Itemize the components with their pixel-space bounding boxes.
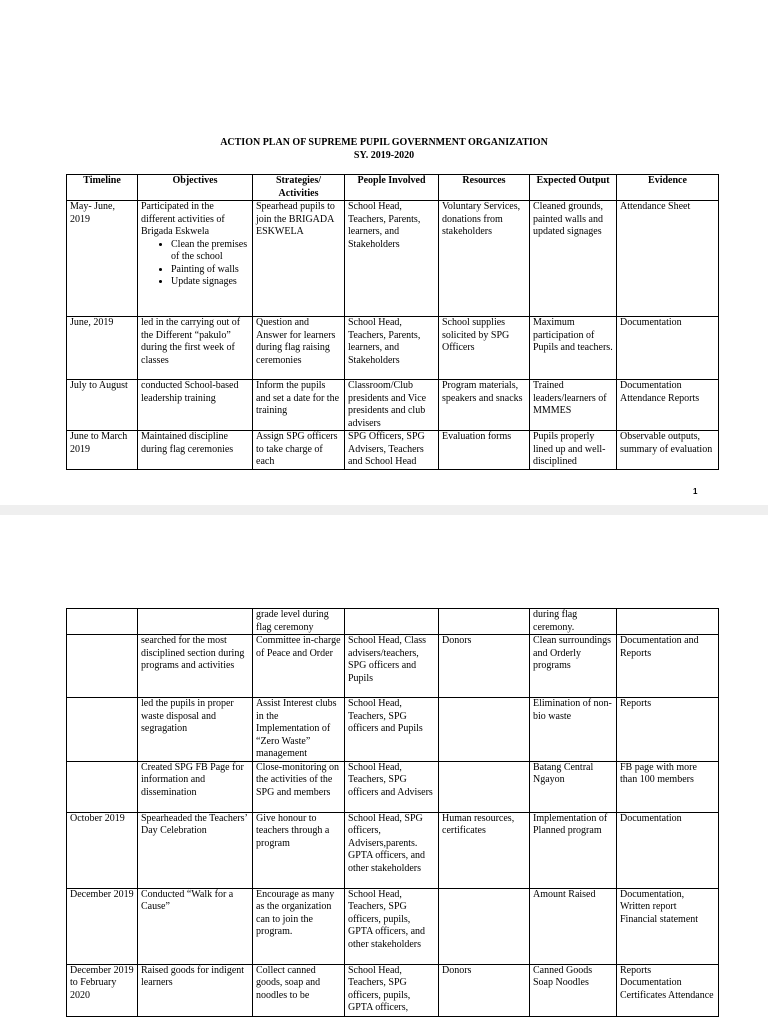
table-row — [67, 201, 719, 317]
table-row — [67, 317, 719, 380]
cell-people: School Head, Teachers, SPG officers and Pupils — [345, 698, 439, 762]
cell-objectives — [138, 609, 253, 635]
cell-timeline: June to March 2019 — [67, 431, 138, 470]
cell-timeline: May- June, 2019 — [67, 201, 138, 317]
title-block — [0, 136, 768, 162]
cell-resources: Program materials, speakers and snacks — [439, 380, 530, 431]
document-page-1 — [0, 0, 768, 505]
cell-evidence: Documentation and Reports — [617, 635, 719, 698]
cell-strategies: Encourage as many as the organization can to join the program. — [253, 888, 345, 964]
cell-strategies: Assist Interest clubs in the Implementation of “Zero Waste” management — [253, 698, 345, 762]
cell-output: Trained leaders/learners of MMMES — [530, 380, 617, 431]
table-row — [67, 761, 719, 812]
cell-people: School Head, Class advisers/teachers, SPG officers and Pupils — [345, 635, 439, 698]
cell-timeline: June, 2019 — [67, 317, 138, 380]
table-row — [67, 964, 719, 1016]
cell-output: Maximum participation of Pupils and teachers. — [530, 317, 617, 380]
cell-evidence: Documentation Attendance Reports — [617, 380, 719, 431]
cell-objectives: led in the carrying out of the Different “pakulo” during the first week of classes — [138, 317, 253, 380]
table-row — [67, 698, 719, 762]
document-title: ACTION PLAN OF SUPREME PUPIL GOVERNMENT ORGANIZATION — [220, 137, 548, 148]
cell-strategies: Question and Answer for learners during flag raising ceremonies — [253, 317, 345, 380]
cell-resources — [439, 761, 530, 812]
objective-text: Participated in the different activities of Brigada Eskwela — [141, 201, 225, 237]
cell-strategies: Assign SPG officers to take charge of each — [253, 431, 345, 470]
cell-evidence: Documentation — [617, 812, 719, 888]
header-people: People Involved — [345, 175, 439, 201]
cell-people: School Head, Teachers, Parents, learners, and Stakeholders — [345, 317, 439, 380]
cell-objectives: led the pupils in proper waste disposal and segragation — [138, 698, 253, 762]
cell-evidence: Documentation, Written report Financial statement — [617, 888, 719, 964]
cell-timeline — [67, 609, 138, 635]
table-row — [67, 380, 719, 431]
cell-output: Clean surroundings and Orderly programs — [530, 635, 617, 698]
table-row — [67, 635, 719, 698]
cell-timeline: October 2019 — [67, 812, 138, 888]
header-evidence: Evidence — [617, 175, 719, 201]
cell-strategies: Give honour to teachers through a program — [253, 812, 345, 888]
cell-output: Canned Goods Soap Noodles — [530, 964, 617, 1016]
cell-objectives: Raised goods for indigent learners — [138, 964, 253, 1016]
cell-evidence: Attendance Sheet — [617, 201, 719, 317]
header-strategies: Strategies/ Activities — [253, 175, 345, 201]
cell-evidence: Reports — [617, 698, 719, 762]
action-plan-table-page-2 — [66, 608, 719, 1017]
objective-bullet-list — [141, 239, 249, 289]
document-page-2 — [0, 515, 768, 1024]
cell-evidence — [617, 609, 719, 635]
cell-resources: Human resources, certificates — [439, 812, 530, 888]
cell-resources: Voluntary Services, donations from stakeholders — [439, 201, 530, 317]
action-plan-table-page-1 — [66, 174, 719, 470]
list-item: • Painting of walls — [171, 264, 249, 277]
header-output: Expected Output — [530, 175, 617, 201]
cell-people: School Head, Teachers, SPG officers, pupils, GPTA officers, — [345, 964, 439, 1016]
cell-people: School Head, SPG officers, Advisers,parents. GPTA officers, and other stakeholders — [345, 812, 439, 888]
cell-output: Implementation of Planned program — [530, 812, 617, 888]
cell-timeline — [67, 761, 138, 812]
cell-evidence: Reports Documentation Certificates Attendance — [617, 964, 719, 1016]
list-item: • Update signages — [171, 276, 249, 289]
cell-objectives: Spearheaded the Teachers’ Day Celebration — [138, 812, 253, 888]
cell-output: Amount Raised — [530, 888, 617, 964]
cell-objectives: Conducted “Walk for a Cause” — [138, 888, 253, 964]
cell-objectives: searched for the most disciplined section during programs and activities — [138, 635, 253, 698]
table-row — [67, 888, 719, 964]
cell-strategies: Spearhead pupils to join the BRIGADA ESKWELA — [253, 201, 345, 317]
cell-people — [345, 609, 439, 635]
cell-objectives — [138, 201, 253, 317]
document-subtitle: SY. 2019-2020 — [353, 150, 415, 161]
cell-output: Batang Central Ngayon — [530, 761, 617, 812]
cell-strategies: Committee in-charge of Peace and Order — [253, 635, 345, 698]
cell-people: Classroom/Club presidents and Vice presidents and club advisers — [345, 380, 439, 431]
cell-timeline: July to August — [67, 380, 138, 431]
cell-people: School Head, Teachers, SPG officers and Advisers — [345, 761, 439, 812]
cell-strategies: Close-monitoring on the activities of the SPG and members — [253, 761, 345, 812]
cell-output: during flag ceremony. — [530, 609, 617, 635]
table-header-row — [67, 175, 719, 201]
table-row — [67, 609, 719, 635]
cell-objectives: Maintained discipline during flag ceremonies — [138, 431, 253, 470]
header-resources: Resources — [439, 175, 530, 201]
header-timeline: Timeline — [67, 175, 138, 201]
cell-output: Elimination of non-bio waste — [530, 698, 617, 762]
cell-people: SPG Officers, SPG Advisers, Teachers and School Head — [345, 431, 439, 470]
cell-timeline — [67, 635, 138, 698]
table-row — [67, 812, 719, 888]
cell-strategies: Inform the pupils and set a date for the training — [253, 380, 345, 431]
page-number: 1 — [693, 487, 698, 496]
cell-objectives: conducted School-based leadership training — [138, 380, 253, 431]
table-row — [67, 431, 719, 470]
cell-timeline: December 2019 — [67, 888, 138, 964]
cell-objectives: Created SPG FB Page for information and dissemination — [138, 761, 253, 812]
cell-evidence: Observable outputs, summary of evaluation — [617, 431, 719, 470]
cell-resources — [439, 698, 530, 762]
cell-timeline — [67, 698, 138, 762]
cell-evidence: Documentation — [617, 317, 719, 380]
cell-evidence: FB page with more than 100 members — [617, 761, 719, 812]
cell-resources: Evaluation forms — [439, 431, 530, 470]
cell-output: Cleaned grounds, painted walls and updated signages — [530, 201, 617, 317]
cell-strategies: Collect canned goods, soap and noodles to be — [253, 964, 345, 1016]
cell-resources: School supplies solicited by SPG Officers — [439, 317, 530, 380]
cell-timeline: December 2019 to February 2020 — [67, 964, 138, 1016]
cell-resources: Donors — [439, 635, 530, 698]
cell-resources — [439, 888, 530, 964]
cell-people: School Head, Teachers, SPG officers, pupils, GPTA officers, and other stakeholders — [345, 888, 439, 964]
cell-people: School Head, Teachers, Parents, learners, and Stakeholders — [345, 201, 439, 317]
header-objectives: Objectives — [138, 175, 253, 201]
cell-strategies: grade level during flag ceremony — [253, 609, 345, 635]
page-separator — [0, 505, 768, 515]
list-item: • Clean the premises of the school — [171, 239, 249, 264]
cell-output: Pupils properly lined up and well-disciplined — [530, 431, 617, 470]
cell-resources: Donors — [439, 964, 530, 1016]
cell-resources — [439, 609, 530, 635]
